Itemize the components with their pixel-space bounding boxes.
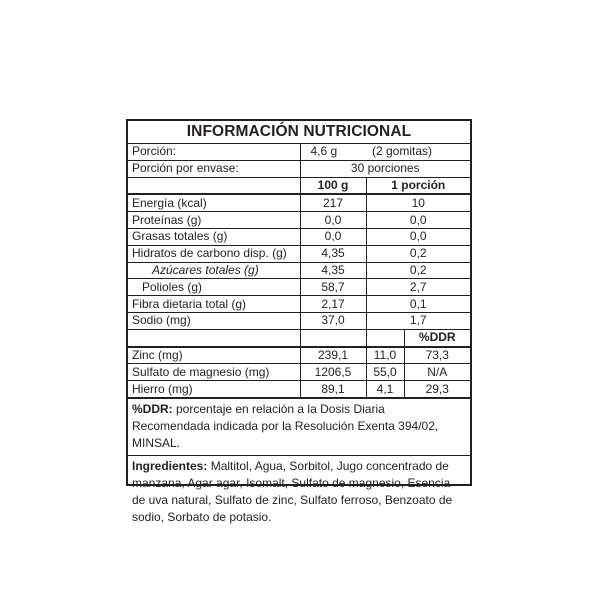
nutrient-row (128, 296, 470, 313)
nutrient-per-portion: 0,0 (366, 212, 470, 229)
mineral-row (128, 364, 470, 381)
nutrient-name: Energía (kcal) (128, 194, 300, 211)
nutrient-per100: 2,17 (300, 296, 366, 313)
nutrient-per100: 4,35 (300, 245, 366, 262)
nutrient-row (128, 279, 470, 296)
nutrient-name: Azúcares totales (g) (128, 262, 300, 279)
mineral-name: Zinc (mg) (128, 347, 300, 364)
mineral-row (128, 347, 470, 364)
nutrient-per-portion: 10 (366, 194, 470, 211)
nutrient-per-portion: 0,0 (366, 228, 470, 245)
mineral-ddr: 29,3 (404, 381, 470, 398)
nutrient-per100: 0,0 (300, 212, 366, 229)
serving-value: 4,6 g (300, 144, 366, 160)
serving-label: Porción: (128, 144, 300, 160)
nutrient-row (128, 228, 470, 245)
ddr-footnote (128, 399, 470, 456)
mineral-per100: 89,1 (300, 381, 366, 398)
nutrient-per100: 0,0 (300, 228, 366, 245)
nutrient-per-portion: 2,7 (366, 279, 470, 296)
mineral-per-portion: 55,0 (366, 364, 404, 381)
nutrient-per100: 58,7 (300, 279, 366, 296)
mineral-name: Sulfato de magnesio (mg) (128, 364, 300, 381)
nutrient-row (128, 212, 470, 229)
column-header-row (128, 177, 470, 194)
serving-detail: (2 gomitas) (366, 144, 470, 160)
nutrient-name: Sodio (mg) (128, 312, 300, 329)
ingredients-text: Maltitol, Agua, Sorbitol, Jugo concentrado de manzana, Agar agar, Isomalt, Sulfato de magnesio, Esencia de uva natural, Sulfato de zinc, Sulfato ferroso, Benzoato de sodio, Sorbato de potasio. (132, 458, 453, 524)
servings-per-pack-label: Porción por envase: (128, 160, 300, 177)
ingredients-block (128, 456, 470, 526)
nutrient-per-portion: 0,1 (366, 296, 470, 313)
mineral-per-portion: 11,0 (366, 347, 404, 364)
nutrition-table (128, 144, 470, 399)
nutrient-per-portion: 0,2 (366, 262, 470, 279)
nutrient-per-portion: 0,2 (366, 245, 470, 262)
nutrient-per-portion: 1,7 (366, 312, 470, 329)
nutrition-facts-panel (126, 119, 472, 524)
nutrient-per100: 217 (300, 194, 366, 211)
nutrient-row (128, 245, 470, 262)
servings-per-pack-value: 30 porciones (300, 160, 470, 177)
nutrient-name: Proteínas (g) (128, 212, 300, 229)
ddr-footnote-label: %DDR: (132, 401, 173, 416)
ddr-header-row (128, 329, 470, 346)
mineral-row (128, 381, 470, 398)
mineral-per100: 1206,5 (300, 364, 366, 381)
header-per-portion: 1 porción (366, 177, 470, 194)
servings-per-pack-row (128, 160, 470, 177)
header-ddr: %DDR (404, 329, 470, 346)
mineral-ddr: 73,3 (404, 347, 470, 364)
nutrient-name: Hidratos de carbono disp. (g) (128, 245, 300, 262)
serving-row (128, 144, 470, 160)
nutrient-name: Grasas totales (g) (128, 228, 300, 245)
panel-title: INFORMACIÓN NUTRICIONAL (128, 121, 470, 144)
nutrient-row (128, 262, 470, 279)
mineral-name: Hierro (mg) (128, 381, 300, 398)
mineral-per100: 239,1 (300, 347, 366, 364)
ddr-footnote-text: porcentaje en relación a la Dosis Diaria Recomendada indicada por la Resolución Exenta 394/02, MINSAL. (132, 401, 439, 450)
mineral-ddr: N/A (404, 364, 470, 381)
nutrient-name: Fibra dietaria total (g) (128, 296, 300, 313)
header-per-100g: 100 g (300, 177, 366, 194)
nutrient-per100: 4,35 (300, 262, 366, 279)
nutrient-name: Polioles (g) (128, 279, 300, 296)
ingredients-label: Ingredientes: (132, 458, 208, 473)
mineral-per-portion: 4,1 (366, 381, 404, 398)
nutrient-row (128, 312, 470, 329)
nutrient-per100: 37,0 (300, 312, 366, 329)
nutrient-row (128, 194, 470, 211)
